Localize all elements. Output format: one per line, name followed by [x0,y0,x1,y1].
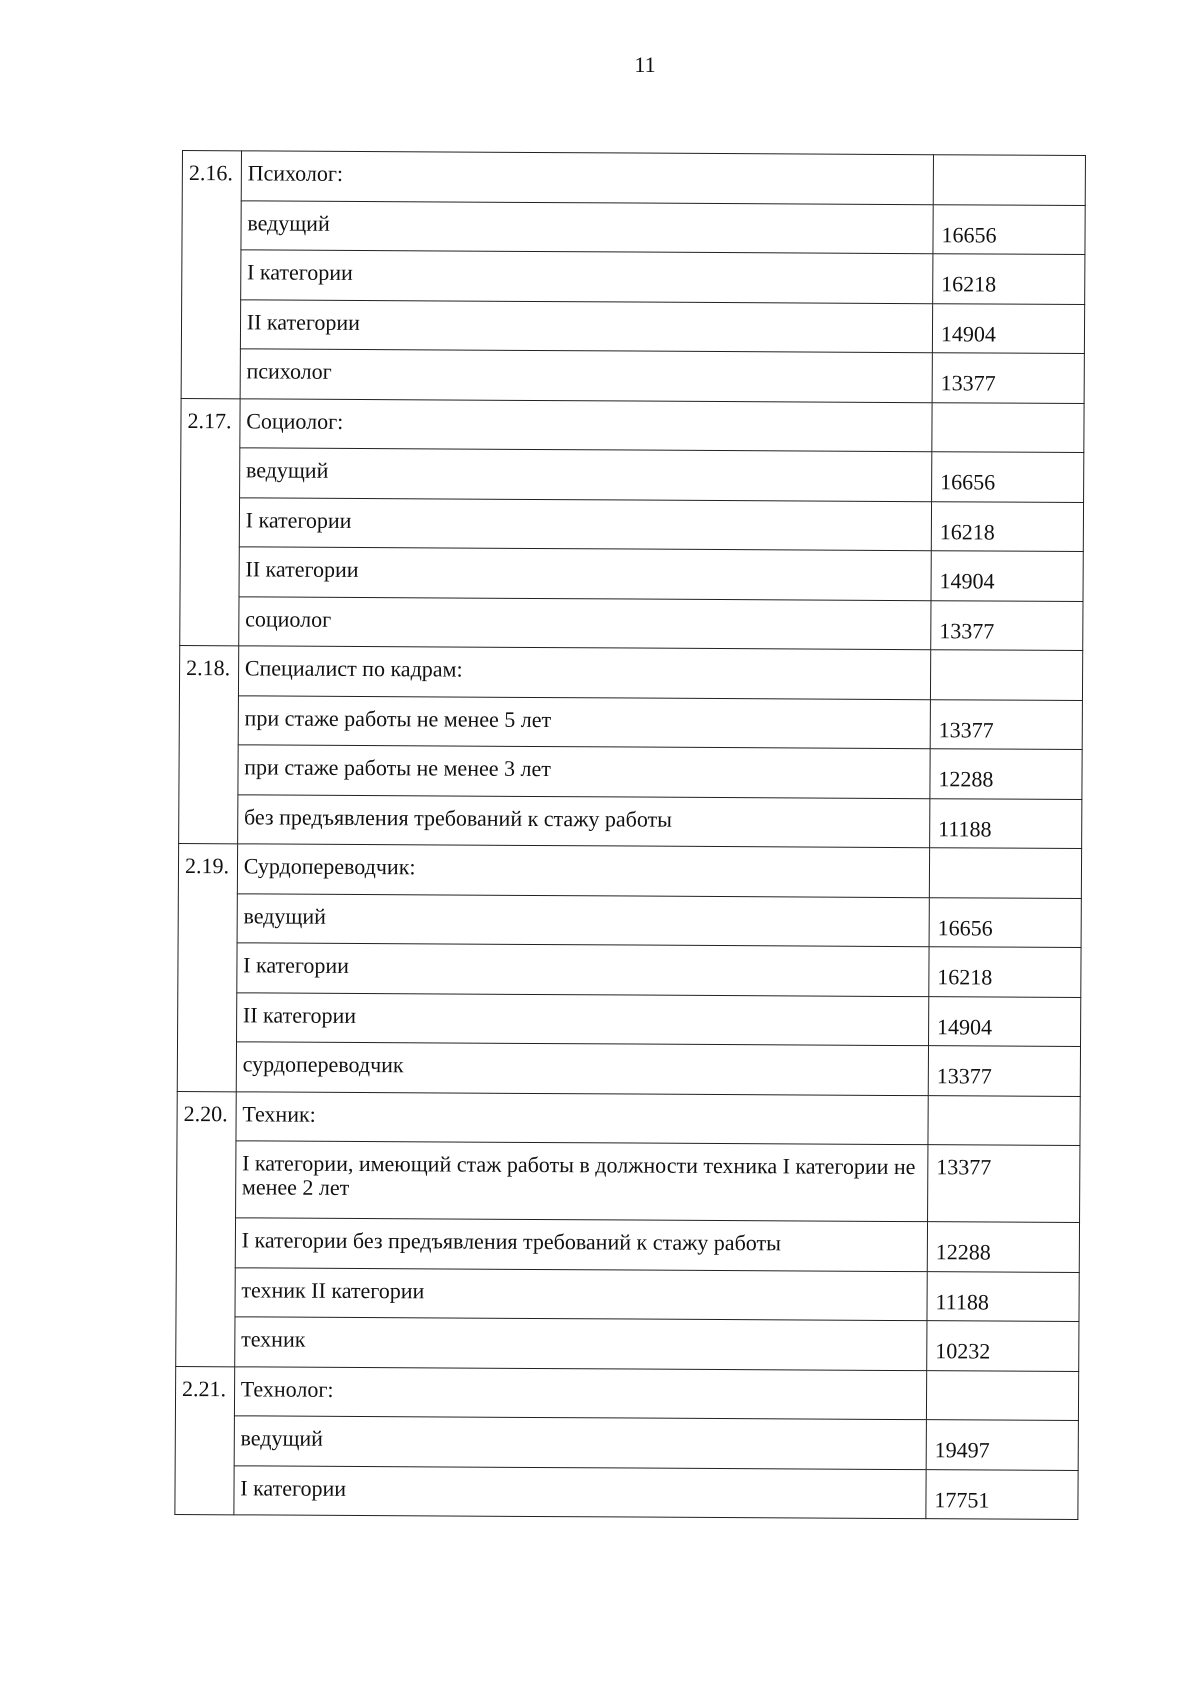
salary-value: 13377 [932,353,1084,403]
salary-value: 11188 [930,798,1082,848]
table-row [179,695,1082,750]
position-label: I категории [234,1465,926,1518]
section-value-empty [930,650,1082,700]
salary-value: 13377 [931,600,1083,650]
section-value-empty [926,1370,1078,1420]
salary-value: 16656 [932,452,1084,502]
table-row [178,893,1081,948]
position-label: психолог [240,349,932,402]
salary-value: 16218 [929,947,1081,997]
table-row [176,1267,1079,1322]
table-row [176,1316,1079,1371]
table-row [175,1415,1078,1470]
table-row [178,942,1081,997]
position-label: ведущий [239,448,931,501]
section-header-row [177,1091,1080,1146]
section-number: 2.16. [181,151,241,399]
table-row [179,744,1082,799]
section-header-row [178,843,1081,898]
section-title: Социолог: [240,398,932,451]
salary-value: 14904 [928,996,1080,1046]
salary-value: 16656 [929,897,1081,947]
table-row [182,200,1085,255]
salary-value: 16218 [931,501,1083,551]
section-value-empty [932,402,1084,452]
salary-value: 14904 [932,303,1084,353]
position-label: I категории [239,497,931,550]
section-number: 2.21. [175,1366,235,1515]
table-row [180,546,1083,601]
section-value-empty [933,155,1085,205]
salary-table-body [175,151,1086,1520]
table-row [182,250,1085,305]
section-number: 2.18. [179,645,239,843]
section-header-row [175,1366,1078,1421]
section-header-row [182,151,1085,206]
position-label: I категории [237,943,929,996]
section-value-empty [929,848,1081,898]
salary-value: 16656 [933,204,1085,254]
position-label: при стаже работы не менее 3 лет [238,745,930,798]
table-row [178,992,1081,1047]
position-label: ведущий [234,1416,926,1469]
position-label: I категории без предъявления требований к стажу работы [235,1218,927,1271]
section-title: Техник: [236,1091,928,1144]
position-label: II категории [240,299,932,352]
salary-value: 12288 [927,1222,1079,1272]
table-row [179,794,1082,849]
table-row [176,1217,1079,1272]
section-title: Технолог: [234,1366,926,1419]
salary-value: 16218 [933,254,1085,304]
table-row [181,447,1084,502]
position-label: ведущий [241,200,933,253]
salary-value: 10232 [927,1321,1079,1371]
section-number: 2.20. [176,1091,236,1366]
table-row [180,497,1083,552]
section-header-row [179,645,1082,700]
position-label: I категории, имеющий стаж работы в должности техника I категории не менее 2 лет [235,1141,928,1222]
position-label: при стаже работы не менее 5 лет [238,695,930,748]
table-row [180,596,1083,651]
position-label: техник [234,1317,926,1370]
position-label: без предъявления требований к стажу работы [237,794,929,847]
salary-value: 13377 [927,1145,1079,1223]
position-label: ведущий [237,893,929,946]
salary-value: 14904 [931,551,1083,601]
position-label: сурдопереводчик [236,1042,928,1095]
section-header-row [181,398,1084,453]
position-label: техник II категории [235,1267,927,1320]
section-value-empty [928,1095,1080,1145]
section-title: Психолог: [241,151,933,204]
section-number: 2.19. [177,843,237,1091]
table-row [177,1041,1080,1096]
table-row [177,1140,1080,1222]
position-label: II категории [239,547,931,600]
table-row [175,1465,1078,1520]
position-label: II категории [236,992,928,1045]
salary-value: 11188 [927,1271,1079,1321]
table-row [181,299,1084,354]
salary-value: 13377 [928,1046,1080,1096]
salary-value: 17751 [926,1469,1078,1519]
salary-table [174,150,1086,1520]
table-row [181,348,1084,403]
section-title: Сурдопереводчик: [237,844,929,897]
section-number: 2.17. [180,398,240,646]
salary-value: 13377 [930,699,1082,749]
position-label: I категории [240,250,932,303]
section-title: Специалист по кадрам: [238,646,930,699]
position-label: социолог [238,596,930,649]
salary-value: 19497 [926,1420,1078,1470]
salary-value: 12288 [930,749,1082,799]
page-number: 11 [634,52,656,77]
